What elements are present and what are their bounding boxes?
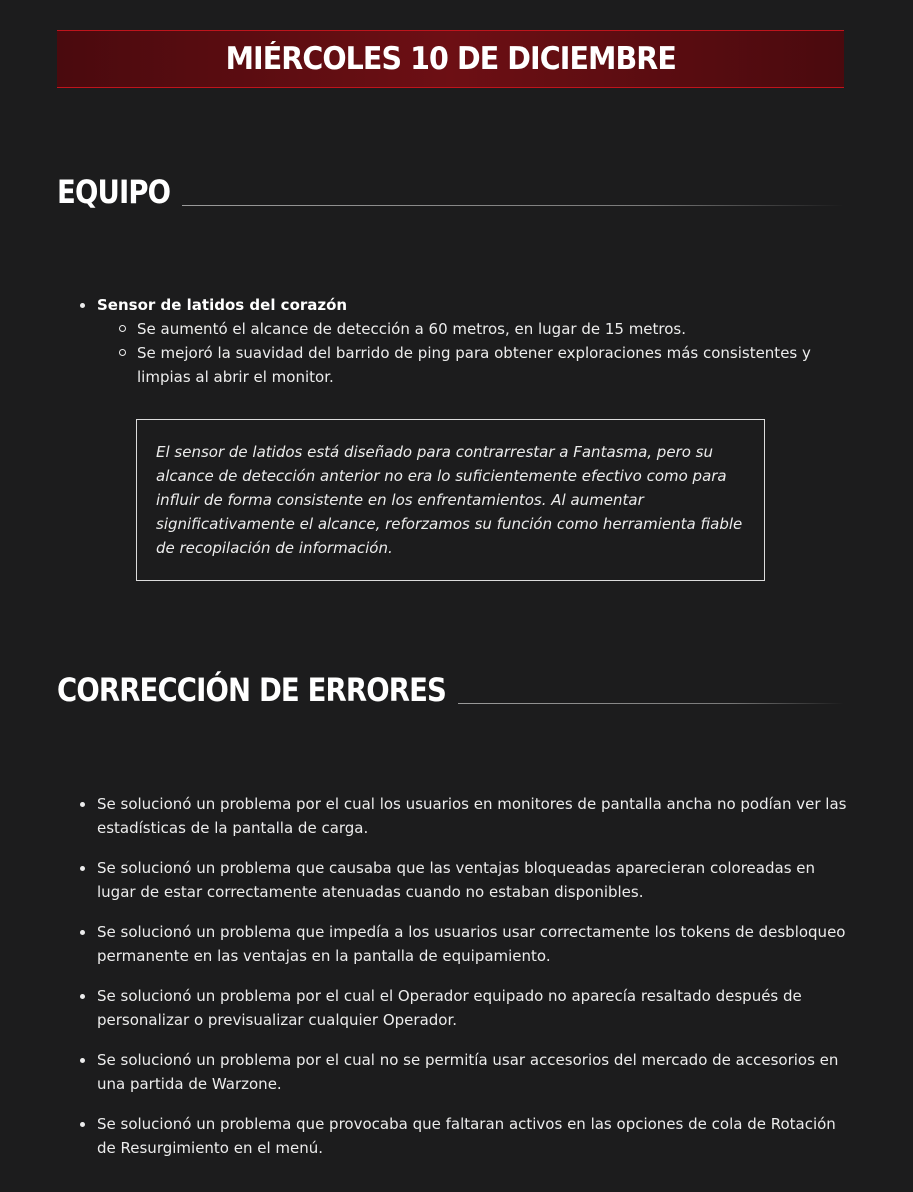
section-heading-equipo — [57, 173, 844, 211]
list-item — [57, 293, 847, 389]
list-item: Se solucionó un problema por el cual no se permitía usar accesorios del mercado de accesorios en una partida de Warzone. — [57, 1048, 847, 1096]
list-item: Se solucionó un problema que provocaba que faltaran activos en las opciones de cola de Rotación de Resurgimiento en el menú. — [57, 1112, 847, 1160]
equipo-item-title: Sensor de latidos del corazón — [97, 296, 348, 314]
equipo-sublist — [97, 317, 847, 389]
designer-note-text: El sensor de latidos está diseñado para contrarrestar a Fantasma, pero su alcance de detección anterior no era lo suficientemente efectivo como para influir de forma consistente en los enfrentamientos. Al aumentar significativamente el alcance, reforzamos su función como herramienta fiable de recopilación de información. — [156, 443, 743, 557]
list-item: Se solucionó un problema que causaba que las ventajas bloqueadas aparecieran coloreadas en lugar de estar correctamente atenuadas cuando no estaban disponibles. — [57, 856, 847, 904]
equipo-list — [57, 293, 847, 389]
sublist-item: Se mejoró la suavidad del barrido de ping para obtener exploraciones más consistentes y limpias al abrir el monitor. — [97, 341, 847, 389]
heading-divider — [458, 703, 844, 704]
correcciones-heading: CORRECCIÓN DE ERRORES — [57, 671, 446, 709]
date-banner — [57, 30, 844, 88]
date-title: MIÉRCOLES 10 DE DICIEMBRE — [225, 41, 676, 77]
list-item: Se solucionó un problema por el cual los usuarios en monitores de pantalla ancha no podían ver las estadísticas de la pantalla de carga. — [57, 792, 847, 840]
correcciones-list — [57, 792, 847, 1176]
equipo-heading: EQUIPO — [57, 173, 171, 211]
sublist-item: Se aumentó el alcance de detección a 60 metros, en lugar de 15 metros. — [97, 317, 847, 341]
list-item: Se solucionó un problema por el cual el Operador equipado no aparecía resaltado después de personalizar o previsualizar cualquier Operador. — [57, 984, 847, 1032]
list-item: Se solucionó un problema que impedía a los usuarios usar correctamente los tokens de desbloqueo permanente en las ventajas en la pantalla de equipamiento. — [57, 920, 847, 968]
designer-note-box — [136, 419, 765, 581]
section-heading-correcciones — [57, 671, 844, 709]
heading-divider — [182, 205, 844, 206]
